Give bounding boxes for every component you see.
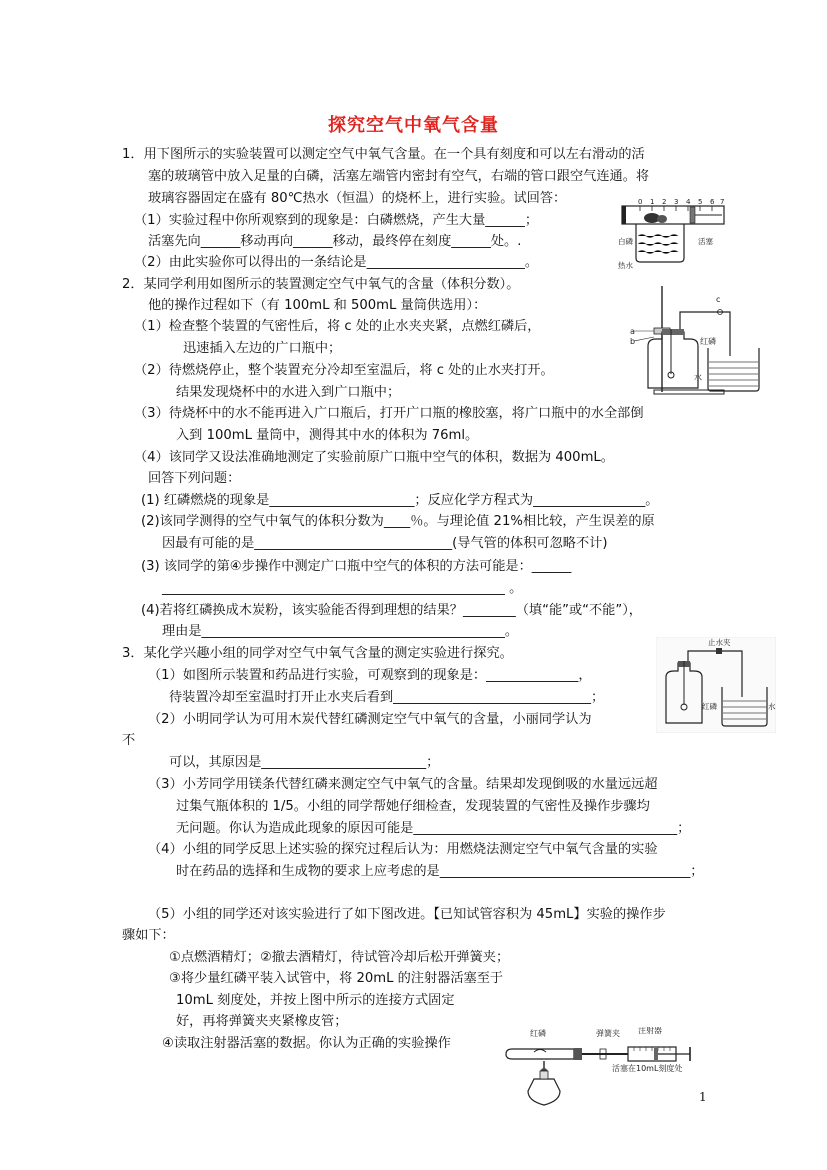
q3-sub5: （5）小组的同学还对该实验进行了如下图改进。【已知试管容积为 45mL】实验的操作步 (148, 907, 666, 922)
q3-line-1: 3．某化学兴趣小组的同学对空气中氧气含量的测定实验进行探究。 (122, 646, 513, 661)
fig4-label-zhusheqi: 注射器 (638, 1027, 662, 1035)
fig1-scale-1: 1 (650, 198, 655, 206)
fig1-scale-4: 4 (686, 198, 691, 206)
q2-line-2: 他的操作过程如下（有 100mL 和 500mL 量筒供选用）： (148, 298, 487, 313)
fig4-label-honglin: 红磷 (530, 1029, 546, 1038)
fig3-label-shui: 水 (768, 702, 776, 711)
q2-question3: (3) 该同学的第④步操作中测定广口瓶中空气的体积的方法可能是：______ (141, 559, 572, 574)
fig3-label-honglin: 红磷 (702, 702, 717, 711)
fig2-label-c: c (716, 295, 721, 304)
fig2-label-shui: 水 (694, 373, 702, 382)
figure-1-glass-tube-apparatus (618, 196, 728, 274)
fig3-label-zhishuijia: 止水夹 (708, 638, 731, 647)
page-title: 探究空气中氧气含量 (328, 115, 499, 136)
q3-sub4-cont: 时在药品的选择和生成物的要求上应考虑的是______________________________________； (176, 864, 704, 879)
fig2-label-b: b (630, 337, 636, 346)
q2-step2: （2）待燃烧停止，整个装置充分冷却至室温后，将 c 处的止水夹打开。 (134, 363, 554, 378)
q2-step3-cont: 入到 100mL 量筒中，测得其中水的体积为 76ml。 (176, 428, 479, 443)
q2-step2-cont: 结果发现烧杯中的水进入到广口瓶中； (176, 385, 401, 400)
figure-3-collecting-bottle-apparatus (656, 637, 776, 733)
q2-question4-cont: 理由是______________________________________________。 (162, 624, 519, 639)
q3-sub1-cont: 待装置冷却至室温时打开止水夹后看到______________________________； (169, 690, 605, 705)
q1-line-1: 1．用下图所示的实验装置可以测定空气中氧气含量。在一个具有刻度和可以左右滑动的活 (122, 147, 645, 162)
q2-question1: (1) 红磷燃烧的现象是______________________；反应化学方程式为_________________。 (141, 493, 659, 508)
q3-sub4: （4）小组的同学反思上述实验的探究过程后认为：用燃烧法测定空气中氧气含量的实验 (148, 842, 658, 857)
q3-sub2-cont: 可以，其原因是_________________________； (169, 755, 440, 770)
fig1-label-huosai: 活塞 (698, 237, 713, 246)
q3-step-3-cont2: 好，再将弹簧夹夹紧橡皮管； (176, 1014, 348, 1029)
q3-sub1: （1）如图所示装置和药品进行实验，可观察到的现象是：______________， (148, 668, 592, 683)
fig1-label-reshui: 热水 (618, 261, 633, 270)
figure-2-bottle-beaker-apparatus (624, 284, 770, 396)
q3-step-3: ③将少量红磷平装入试管中，将 20mL 的注射器活塞至于 (169, 971, 504, 986)
fig1-scale-2: 2 (662, 198, 667, 206)
fig2-label-a: a (630, 327, 635, 336)
fig1-scale-6: 6 (710, 198, 715, 206)
fig1-scale-7: 7 (720, 198, 725, 206)
fig1-scale-0: 0 (638, 198, 643, 206)
q1-line-2: 塞的玻璃管中放入足量的白磷，活塞左端管内密封有空气，右端的管口跟空气连通。将 (148, 169, 650, 184)
q3-sub5-cont: 骤如下： (122, 928, 175, 943)
q2-step1: （1）检查整个装置的气密性后，将 c 处的止水夹夹紧，点燃红磷后， (134, 319, 541, 334)
fig1-scale-3: 3 (674, 198, 679, 206)
q1-sub1-cont: 活塞先向______移动再向______移动，最终停在刻度______处。. (148, 234, 522, 249)
q3-step-3-cont1: 10mL 刻度处，并按上图中所示的连接方式固定 (176, 993, 455, 1008)
q3-step-4: ④读取注射器活塞的数据。你认为正确的实验操作 (162, 1036, 451, 1051)
fig2-label-honglin: 红磷 (700, 337, 716, 346)
q2-step1-cont: 迅速插入左边的广口瓶中； (183, 341, 342, 356)
q3-sub3-cont1: 过集气瓶体积的 1/5。小组的同学帮她仔细检查，发现装置的气密性及操作步骤均 (176, 799, 650, 814)
q3-sub3: （3）小芳同学用镁条代替红磷来测定空气中氧气的含量。结果却发现倒吸的水量远远超 (148, 777, 658, 792)
fig4-label-huosai: 活塞在10mL刻度处 (612, 1064, 683, 1073)
q2-step4: （4）该同学又设法准确地测定了实验前原广口瓶中空气的体积，数据为 400mL。 (134, 450, 614, 465)
page-number: 1 (699, 1090, 707, 1104)
q3-sub2-wrap: 不 (122, 733, 136, 748)
q2-answer-intro: 回答下列问题： (148, 471, 241, 486)
q2-question2-cont: 因最有可能的是______________________________(导气管的体积可忽略不计) (162, 536, 608, 551)
q2-line-1: 2．某同学利用如图所示的装置测定空气中氧气的含量（体积分数）。 (122, 277, 520, 292)
figure-4-test-tube-syringe-apparatus (504, 1027, 694, 1109)
q2-question2: (2)该同学测得的空气中氧气的体积分数为____％。与理论值 21%相比较，产生误差的原 (141, 514, 655, 529)
q1-sub1: （1）实验过程中你所观察到的现象是：白磷燃烧，产生大量______； (134, 213, 539, 228)
fig1-label-bailin: 白磷 (618, 237, 633, 246)
q3-sub2: （2）小明同学认为可用木炭代替红磷测定空气中氧气的含量，小丽同学认为 (148, 712, 592, 727)
q2-step3: （3）待烧杯中的水不能再进入广口瓶后，打开广口瓶的橡胶塞，将广口瓶中的水全部倒 (134, 406, 644, 421)
q2-question4: (4)若将红磷换成木炭粉，该实验能否得到理想的结果？________（填“能”或“不能”）， (141, 603, 642, 618)
q1-line-3: 玻璃容器固定在盛有 80℃热水（恒温）的烧杯上，进行实验。试回答： (148, 191, 567, 206)
q3-step-1-2: ①点燃酒精灯；②撤去酒精灯，待试管冷却后松开弹簧夹； (169, 950, 510, 965)
q3-sub3-cont2: 无问题。你认为造成此现象的原因可能是________________________________________； (176, 821, 691, 836)
q1-sub2: （2）由此实验你可以得出的一条结论是________________________。 (134, 255, 539, 270)
fig1-scale-5: 5 (698, 198, 703, 206)
fig4-label-tanhuangjia: 弹簧夹 (596, 1029, 620, 1038)
q2-question3-cont: ____________________________________________________ 。 (162, 581, 523, 596)
